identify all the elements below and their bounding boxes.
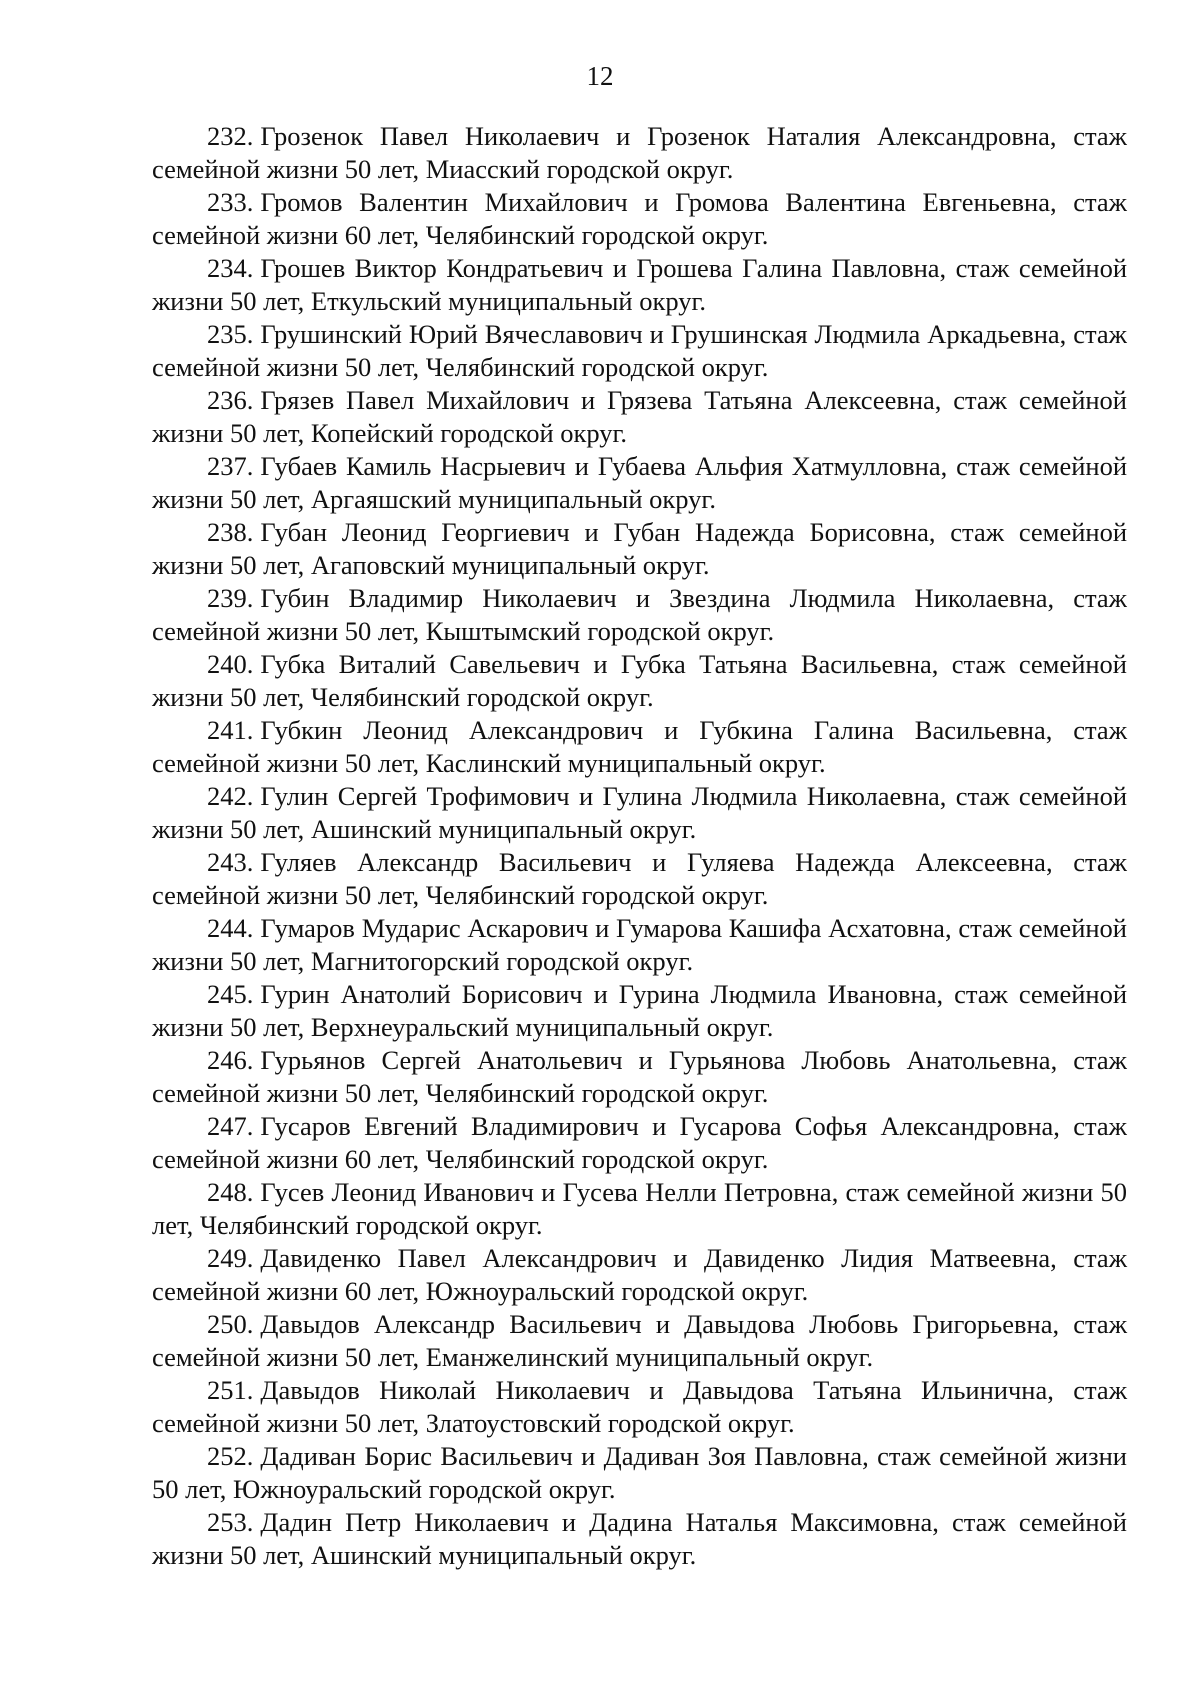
entry-number: 246. xyxy=(207,1045,254,1075)
entry-number: 251. xyxy=(207,1375,254,1405)
entry-text: Губаев Камиль Насрыевич и Губаева Альфия Хатмулловна, стаж семейной жизни 50 лет, Аргаяшский муниципальный округ. xyxy=(152,451,1127,514)
list-item xyxy=(152,516,1127,581)
entry-number: 234. xyxy=(207,253,254,283)
entry-text: Давиденко Павел Александрович и Давиденко Лидия Матвеевна, стаж семейной жизни 60 лет, Южноуральский городской округ. xyxy=(152,1243,1127,1306)
entry-number: 247. xyxy=(207,1111,254,1141)
entry-number: 238. xyxy=(207,517,254,547)
entry-text: Давыдов Александр Васильевич и Давыдова Любовь Григорьевна, стаж семейной жизни 50 лет, Еманжелинский муниципальный округ. xyxy=(152,1309,1127,1372)
list-item xyxy=(152,1242,1127,1307)
entry-number: 245. xyxy=(207,979,254,1009)
list-item xyxy=(152,1176,1127,1241)
entry-number: 243. xyxy=(207,847,254,877)
list-item xyxy=(152,450,1127,515)
entries-list xyxy=(152,120,1127,1572)
list-item xyxy=(152,384,1127,449)
entry-number: 240. xyxy=(207,649,254,679)
list-item xyxy=(152,1374,1127,1439)
entry-text: Давыдов Николай Николаевич и Давыдова Татьяна Ильинична, стаж семейной жизни 50 лет, Златоустовский городской округ. xyxy=(152,1375,1127,1438)
entry-text: Гулин Сергей Трофимович и Гулина Людмила Николаевна, стаж семейной жизни 50 лет, Ашинский муниципальный округ. xyxy=(152,781,1127,844)
list-item xyxy=(152,120,1127,185)
entry-text: Грозенок Павел Николаевич и Грозенок Наталия Александровна, стаж семейной жизни 50 лет, Миасский городской округ. xyxy=(152,121,1127,184)
list-item xyxy=(152,1044,1127,1109)
entry-number: 244. xyxy=(207,913,254,943)
page-number: 12 xyxy=(586,61,614,91)
list-item xyxy=(152,978,1127,1043)
entry-text: Громов Валентин Михайлович и Громова Валентина Евгеньевна, стаж семейной жизни 60 лет, Челябинский городской округ. xyxy=(152,187,1127,250)
entry-number: 241. xyxy=(207,715,254,745)
entry-text: Губка Виталий Савельевич и Губка Татьяна Васильевна, стаж семейной жизни 50 лет, Челябинский городской округ. xyxy=(152,649,1127,712)
entry-text: Губкин Леонид Александрович и Губкина Галина Васильевна, стаж семейной жизни 50 лет, Каслинский муниципальный округ. xyxy=(152,715,1127,778)
list-item xyxy=(152,252,1127,317)
entry-number: 236. xyxy=(207,385,254,415)
entry-text: Гусаров Евгений Владимирович и Гусарова Софья Александровна, стаж семейной жизни 60 лет, Челябинский городской округ. xyxy=(152,1111,1127,1174)
entry-text: Гусев Леонид Иванович и Гусева Нелли Петровна, стаж семейной жизни 50 лет, Челябинский городской округ. xyxy=(152,1177,1127,1240)
entry-number: 248. xyxy=(207,1177,254,1207)
list-item xyxy=(152,1308,1127,1373)
entry-text: Грязев Павел Михайлович и Грязева Татьяна Алексеевна, стаж семейной жизни 50 лет, Копейский городской округ. xyxy=(152,385,1127,448)
list-item xyxy=(152,318,1127,383)
list-item xyxy=(152,912,1127,977)
entry-text: Гуляев Александр Васильевич и Гуляева Надежда Алексеевна, стаж семейной жизни 50 лет, Челябинский городской округ. xyxy=(152,847,1127,910)
entry-number: 235. xyxy=(207,319,254,349)
entry-text: Гумаров Мударис Аскарович и Гумарова Кашифа Асхатовна, стаж семейной жизни 50 лет, Магнитогорский городской округ. xyxy=(152,913,1127,976)
entry-number: 233. xyxy=(207,187,254,217)
entry-number: 237. xyxy=(207,451,254,481)
entry-number: 253. xyxy=(207,1507,254,1537)
entry-number: 239. xyxy=(207,583,254,613)
entry-text: Грушинский Юрий Вячеславович и Грушинская Людмила Аркадьевна, стаж семейной жизни 50 лет, Челябинский городской округ. xyxy=(152,319,1127,382)
list-item xyxy=(152,1440,1127,1505)
entry-number: 249. xyxy=(207,1243,254,1273)
entry-text: Дадин Петр Николаевич и Дадина Наталья Максимовна, стаж семейной жизни 50 лет, Ашинский муниципальный округ. xyxy=(152,1507,1127,1570)
entry-text: Гурьянов Сергей Анатольевич и Гурьянова Любовь Анатольевна, стаж семейной жизни 50 лет, Челябинский городской округ. xyxy=(152,1045,1127,1108)
entry-text: Грошев Виктор Кондратьевич и Грошева Галина Павловна, стаж семейной жизни 50 лет, Еткульский муниципальный округ. xyxy=(152,253,1127,316)
entry-text: Губин Владимир Николаевич и Звездина Людмила Николаевна, стаж семейной жизни 50 лет, Кыштымский городской округ. xyxy=(152,583,1127,646)
entry-number: 242. xyxy=(207,781,254,811)
list-item xyxy=(152,1110,1127,1175)
entry-text: Гурин Анатолий Борисович и Гурина Людмила Ивановна, стаж семейной жизни 50 лет, Верхнеуральский муниципальный округ. xyxy=(152,979,1127,1042)
entry-text: Дадиван Борис Васильевич и Дадиван Зоя Павловна, стаж семейной жизни 50 лет, Южноуральский городской округ. xyxy=(152,1441,1127,1504)
entry-number: 232. xyxy=(207,121,254,151)
entry-text: Губан Леонид Георгиевич и Губан Надежда Борисовна, стаж семейной жизни 50 лет, Агаповский муниципальный округ. xyxy=(152,517,1127,580)
list-item xyxy=(152,648,1127,713)
list-item xyxy=(152,1506,1127,1571)
list-item xyxy=(152,846,1127,911)
list-item xyxy=(152,714,1127,779)
entry-number: 252. xyxy=(207,1441,254,1471)
list-item xyxy=(152,186,1127,251)
list-item xyxy=(152,582,1127,647)
entry-number: 250. xyxy=(207,1309,254,1339)
list-item xyxy=(152,780,1127,845)
